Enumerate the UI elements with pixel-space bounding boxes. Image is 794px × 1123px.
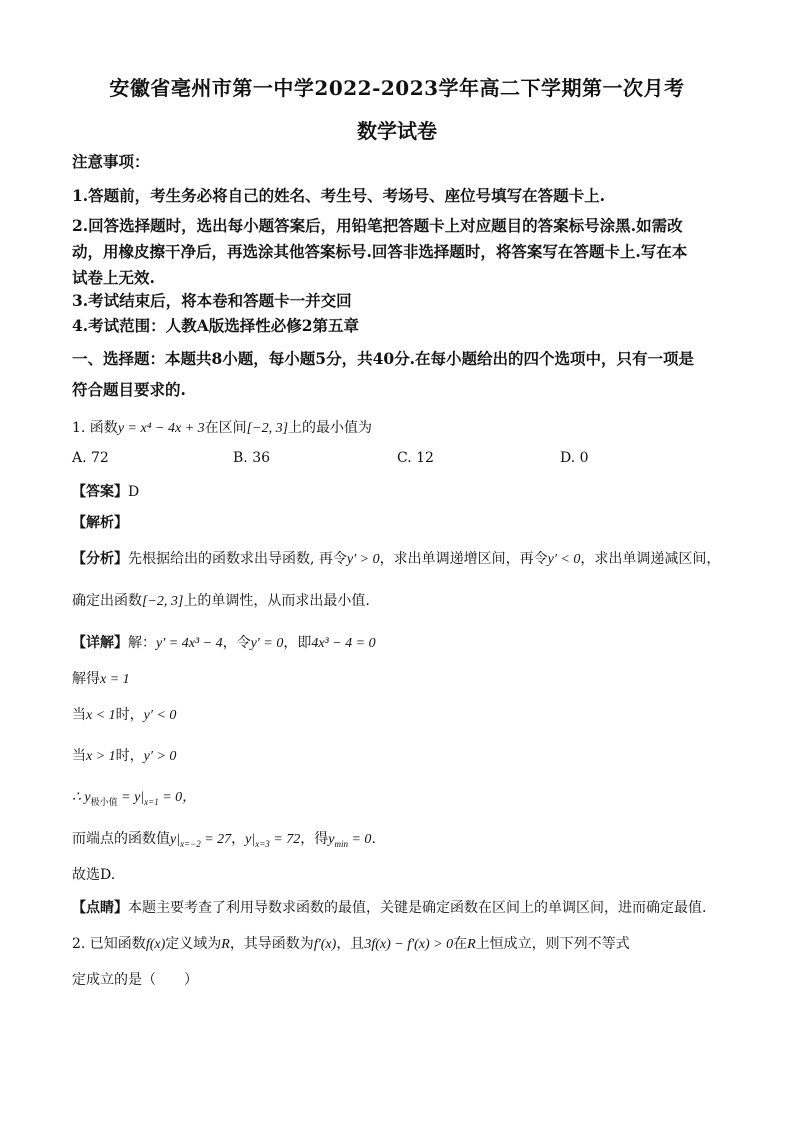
endpoint-math-5: y — [328, 832, 335, 847]
q1-option-c: C. 12 — [397, 450, 434, 466]
q1-therefore — [72, 786, 196, 806]
case1-text-2: 时， — [115, 707, 144, 723]
notice-item-2-line-1: 2.回答选择题时，选出每小题答案后，用铅笔把答题卡上对应题目的答案标号涂黑.如需改 — [72, 216, 683, 235]
fenxi-tag: 【分析】 — [72, 551, 128, 567]
q1-case-1 — [72, 704, 176, 724]
q1-suffix: 上的最小值为 — [288, 420, 373, 436]
endpoint-math-4: = 72 — [269, 832, 301, 847]
q2-text-6: 上恒成立，则下列不等式 — [475, 936, 630, 952]
fenxi-math-3: [−2, 3] — [142, 594, 184, 609]
endpoint-sub-1: x=−2 — [180, 838, 201, 849]
section-1-heading-line-2: 符合题目要求的. — [72, 380, 186, 399]
endpoint-text-4: . — [371, 831, 376, 847]
q2-text-2: 定义域为 — [165, 936, 222, 952]
endpoint-text-1: 而端点的函数值 — [72, 831, 170, 847]
q2-math-5: R — [467, 937, 476, 952]
solve-text: 解得 — [72, 671, 100, 687]
detail-math-3: 4x³ − 4 = 0 — [311, 636, 376, 651]
question-1-stem — [72, 417, 372, 437]
case1-math-1: x < 1 — [86, 708, 116, 723]
endpoint-math-1: y| — [170, 832, 181, 847]
therefore-sub-2: x=1 — [144, 796, 159, 807]
question-2-stem — [72, 933, 630, 953]
case2-math-2: y′ > 0 — [143, 749, 177, 764]
question-2-stem-line-2: 定成立的是（ ） — [72, 972, 198, 988]
answer-tag: 【答案】 — [72, 484, 128, 500]
q1-analysis-tag — [72, 512, 128, 532]
detail-math-2: y′ = 0 — [250, 636, 284, 651]
detail-text-2: ，令 — [222, 635, 251, 651]
q2-text-1: 2. 已知函数 — [72, 936, 146, 952]
q1-fenxi-line-1 — [72, 548, 720, 568]
case2-text-2: 时， — [115, 748, 144, 764]
fenxi-text-1: 先根据给出的函数求出导函数, 再令 — [128, 551, 347, 567]
q2-math-1: f(x) — [145, 937, 166, 952]
q1-function: y = x⁴ − 4x + 3 — [117, 421, 205, 436]
detail-text-3: ，即 — [283, 635, 312, 651]
fenxi-text-2: ，求出单调递增区间，再令 — [379, 551, 548, 567]
fenxi-text-5: 上的单调性，从而求出最小值. — [183, 593, 370, 609]
q2-math-2: R — [221, 937, 230, 952]
notice-item-2-line-3: 试卷上无效. — [72, 268, 155, 287]
detail-tag: 【详解】 — [72, 635, 128, 651]
dianjing-text: 本题主要考查了利用导数求函数的最值，关键是确定函数在区间上的单调区间，进而确定最值. — [128, 900, 707, 916]
case1-math-2: y′ < 0 — [143, 708, 177, 723]
q1-solve — [72, 668, 130, 688]
q1-endpoints — [72, 828, 376, 848]
fenxi-text-3: ，求出单调递减区间， — [580, 551, 721, 567]
fenxi-math-1: y′ > 0 — [346, 552, 380, 567]
endpoint-text-2: ， — [231, 831, 246, 847]
q2-math-4: 3f(x) − f′(x) > 0 — [364, 937, 454, 952]
q1-dianjing — [72, 897, 706, 917]
section-1-heading: 一、选择题：本题共8小题，每小题5分，共40分.在每小题给出的四个选项中，只有一项是 — [72, 349, 695, 368]
endpoint-math-2: = 27 — [200, 832, 232, 847]
q2-text-5: 在 — [453, 936, 468, 952]
fenxi-text-4: 确定出函数 — [72, 593, 142, 609]
endpoint-sub-2: x=3 — [255, 838, 270, 849]
endpoint-math-6: = 0 — [347, 832, 372, 847]
solve-math: x = 1 — [100, 672, 130, 687]
detail-math-1: y′ = 4x³ − 4 — [156, 636, 223, 651]
detail-text-1: 解： — [128, 635, 156, 651]
q1-prefix: 1. 函数 — [72, 420, 118, 436]
therefore-sub-1: 极小值 — [90, 797, 118, 808]
dianjing-tag: 【点睛】 — [72, 900, 128, 916]
q1-answer — [72, 481, 139, 501]
q2-math-3: f′(x) — [313, 937, 337, 952]
q2-text-4: ，且 — [336, 936, 365, 952]
notice-item-4: 4.考试范围：人教A版选择性必修2第五章 — [72, 316, 359, 335]
q1-interval: [−2, 3] — [246, 421, 289, 436]
q1-option-d: D. 0 — [560, 450, 589, 466]
q1-detail — [72, 632, 376, 652]
notice-item-2-line-2: 动，用橡皮擦干净后，再选涂其他答案标号.回答非选择题时，将答案写在答题卡上.写在本 — [72, 242, 688, 261]
q1-fenxi-line-2 — [72, 590, 370, 610]
therefore-math-2: = y| — [117, 790, 145, 805]
q1-option-a: A. 72 — [72, 450, 109, 466]
fenxi-math-2: y′ < 0 — [547, 552, 581, 567]
therefore-math-1: ∴ y — [72, 790, 91, 805]
case2-math-1: x > 1 — [86, 749, 116, 764]
q2-text-3: ，其导函数为 — [229, 936, 314, 952]
page-subtitle: 数学试卷 — [357, 119, 437, 143]
endpoint-math-3: y| — [245, 832, 256, 847]
q1-case-2 — [72, 745, 176, 765]
answer-value: D — [128, 484, 140, 500]
therefore-math-3: = 0， — [158, 790, 197, 805]
case2-text-1: 当 — [72, 748, 86, 764]
notice-item-1: 1.答题前，考生务必将自己的姓名、考生号、考场号、座位号填写在答题卡上. — [72, 186, 606, 205]
page-title: 安徽省亳州市第一中学2022-2023学年高二下学期第一次月考 — [109, 76, 685, 100]
endpoint-text-3: ，得 — [300, 831, 329, 847]
q1-mid: 在区间 — [204, 420, 247, 436]
endpoint-sub-3: min — [334, 838, 348, 849]
analysis-tag: 【解析】 — [72, 515, 128, 531]
notice-item-3: 3.考试结束后，将本卷和答题卡一并交回 — [72, 291, 352, 310]
q1-option-b: B. 36 — [233, 450, 271, 466]
case1-text-1: 当 — [72, 707, 86, 723]
q1-choose: 故选D. — [72, 867, 116, 883]
notice-heading: 注意事项： — [72, 152, 150, 171]
